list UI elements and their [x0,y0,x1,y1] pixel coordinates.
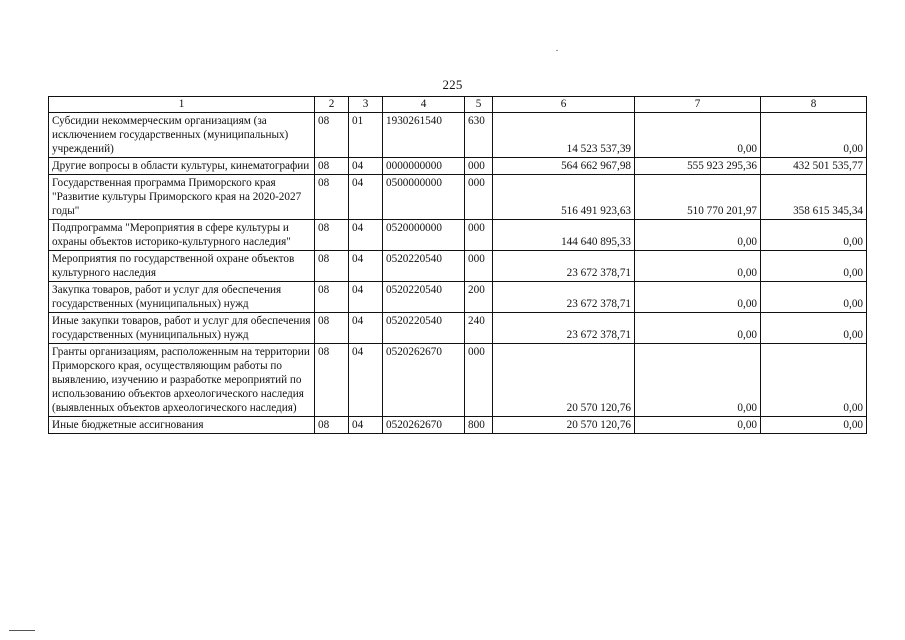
row-amount-col6: 20 570 120,76 [493,417,635,434]
row-section: 08 [315,220,349,251]
table-row [49,417,867,434]
row-description: Иные закупки товаров, работ и услуг для обеспечения государственных (муниципальных) нужд [49,313,315,344]
row-subsection: 01 [349,113,383,158]
row-amount-col8: 358 615 345,34 [761,175,867,220]
row-amount-col8: 0,00 [761,251,867,282]
page-number: 225 [442,77,463,92]
header-col-4: 4 [383,97,465,113]
row-target-article: 0520262670 [383,344,465,417]
row-amount-col7: 555 923 295,36 [635,158,761,175]
row-amount-col8: 0,00 [761,113,867,158]
row-description: Гранты организациям, расположенным на территории Приморского края, осуществляющим работы по выявлению, изучению и разработке мероприятий по использованию объектов археологического наследия (выявленных объектов археологического наследия) [49,344,315,417]
row-amount-col8: 0,00 [761,282,867,313]
row-target-article: 1930261540 [383,113,465,158]
row-subsection: 04 [349,158,383,175]
header-col-8: 8 [761,97,867,113]
row-section: 08 [315,113,349,158]
table-row [49,282,867,313]
header-row [49,97,867,113]
budget-table [48,96,867,434]
row-amount-col6: 14 523 537,39 [493,113,635,158]
header-col-7: 7 [635,97,761,113]
table-row [49,175,867,220]
row-expense-type: 000 [465,158,493,175]
row-amount-col8: 0,00 [761,220,867,251]
row-expense-type: 630 [465,113,493,158]
header-col-5: 5 [465,97,493,113]
row-subsection: 04 [349,417,383,434]
row-amount-col7: 0,00 [635,282,761,313]
row-amount-col6: 23 672 378,71 [493,313,635,344]
header-col-6: 6 [493,97,635,113]
table-row [49,313,867,344]
row-description: Подпрограмма "Мероприятия в сфере культуры и охраны объектов историко-культурного наследия" [49,220,315,251]
row-description: Государственная программа Приморского края "Развитие культуры Приморского края на 2020-2027 годы" [49,175,315,220]
row-amount-col7: 0,00 [635,417,761,434]
row-subsection: 04 [349,282,383,313]
row-amount-col6: 23 672 378,71 [493,251,635,282]
row-description: Другие вопросы в области культуры, кинематографии [49,158,315,175]
row-amount-col8: 432 501 535,77 [761,158,867,175]
row-amount-col8: 0,00 [761,417,867,434]
row-expense-type: 000 [465,344,493,417]
header-col-2: 2 [315,97,349,113]
row-amount-col7: 0,00 [635,313,761,344]
row-amount-col8: 0,00 [761,313,867,344]
row-section: 08 [315,313,349,344]
row-expense-type: 200 [465,282,493,313]
row-amount-col8: 0,00 [761,344,867,417]
row-amount-col6: 23 672 378,71 [493,282,635,313]
row-subsection: 04 [349,344,383,417]
row-description: Мероприятия по государственной охране объектов культурного наследия [49,251,315,282]
row-subsection: 04 [349,251,383,282]
row-description: Закупка товаров, работ и услуг для обеспечения государственных (муниципальных) нужд [49,282,315,313]
row-section: 08 [315,251,349,282]
header-col-1: 1 [49,97,315,113]
row-section: 08 [315,417,349,434]
table-row [49,251,867,282]
table-row [49,158,867,175]
row-amount-col7: 510 770 201,97 [635,175,761,220]
row-target-article: 0520220540 [383,251,465,282]
row-subsection: 04 [349,175,383,220]
row-expense-type: 800 [465,417,493,434]
row-amount-col6: 564 662 967,98 [493,158,635,175]
row-section: 08 [315,282,349,313]
row-subsection: 04 [349,220,383,251]
scan-speck [556,50,558,51]
row-target-article: 0520262670 [383,417,465,434]
row-expense-type: 000 [465,220,493,251]
row-subsection: 04 [349,313,383,344]
row-target-article: 0520220540 [383,313,465,344]
row-section: 08 [315,175,349,220]
row-amount-col6: 144 640 895,33 [493,220,635,251]
row-description: Иные бюджетные ассигнования [49,417,315,434]
row-amount-col7: 0,00 [635,220,761,251]
scan-edge-mark [9,630,35,631]
row-target-article: 0520220540 [383,282,465,313]
row-target-article: 0520000000 [383,220,465,251]
header-col-3: 3 [349,97,383,113]
row-expense-type: 000 [465,175,493,220]
row-amount-col7: 0,00 [635,251,761,282]
row-amount-col6: 20 570 120,76 [493,344,635,417]
row-section: 08 [315,344,349,417]
row-expense-type: 000 [465,251,493,282]
table-row [49,113,867,158]
row-amount-col7: 0,00 [635,113,761,158]
table-row [49,344,867,417]
row-expense-type: 240 [465,313,493,344]
row-amount-col6: 516 491 923,63 [493,175,635,220]
table-row [49,220,867,251]
row-description: Субсидии некоммерческим организациям (за исключением государственных (муниципальных) учреждений) [49,113,315,158]
row-target-article: 0000000000 [383,158,465,175]
row-amount-col7: 0,00 [635,344,761,417]
row-section: 08 [315,158,349,175]
row-target-article: 0500000000 [383,175,465,220]
